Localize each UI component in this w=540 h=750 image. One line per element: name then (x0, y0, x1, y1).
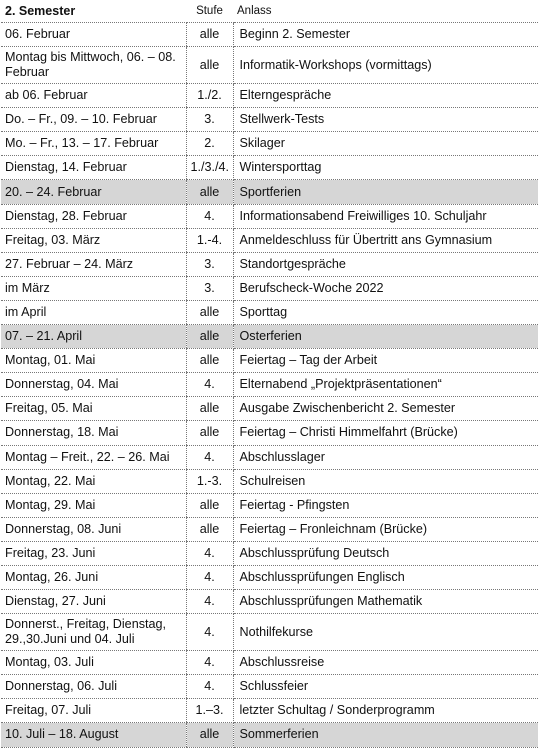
stufe-cell: 3. (186, 252, 233, 276)
table-row (1, 445, 538, 469)
stufe-cell: 4. (186, 651, 233, 675)
anlass-cell: Feiertag – Fronleichnam (Brücke) (233, 517, 538, 541)
table-row (1, 517, 538, 541)
stufe-cell: 3. (186, 108, 233, 132)
date-cell: Mo. – Fr., 13. – 17. Februar (1, 132, 186, 156)
header-row (1, 0, 538, 23)
table-row (1, 651, 538, 675)
table-row (1, 565, 538, 589)
anlass-cell: Informationsabend Freiwilliges 10. Schuljahr (233, 204, 538, 228)
stufe-cell: alle (186, 421, 233, 445)
table-row (1, 541, 538, 565)
anlass-cell: Stellwerk-Tests (233, 108, 538, 132)
anlass-cell: Informatik-Workshops (vormittags) (233, 47, 538, 84)
date-cell: Freitag, 03. März (1, 228, 186, 252)
date-cell: 10. Juli – 18. August (1, 723, 186, 747)
table-row-holiday (1, 723, 538, 747)
table-row-holiday (1, 325, 538, 349)
date-cell: Montag bis Mittwoch, 06. – 08. Februar (1, 47, 186, 84)
date-cell: 06. Februar (1, 23, 186, 47)
date-cell: Montag, 29. Mai (1, 493, 186, 517)
date-cell: Donnerstag, 18. Mai (1, 421, 186, 445)
stufe-cell: 4. (186, 445, 233, 469)
anlass-cell: Elterngespräche (233, 84, 538, 108)
stufe-cell: 4. (186, 565, 233, 589)
anlass-cell: Skilager (233, 132, 538, 156)
date-cell: Donnerstag, 04. Mai (1, 373, 186, 397)
table-row (1, 228, 538, 252)
stufe-cell: alle (186, 180, 233, 204)
date-cell: Montag, 22. Mai (1, 469, 186, 493)
anlass-cell: Schlussfeier (233, 675, 538, 699)
date-cell: 07. – 21. April (1, 325, 186, 349)
anlass-cell: Feiertag - Pfingsten (233, 493, 538, 517)
semester-heading: 2. Semester (1, 0, 186, 23)
table-row (1, 373, 538, 397)
table-row (1, 397, 538, 421)
table-row (1, 469, 538, 493)
date-cell: Donnerstag, 08. Juni (1, 517, 186, 541)
stufe-cell: alle (186, 300, 233, 324)
table-row (1, 614, 538, 651)
table-row (1, 349, 538, 373)
date-cell: Montag, 26. Juni (1, 565, 186, 589)
date-cell: Freitag, 07. Juli (1, 699, 186, 723)
stufe-cell: 4. (186, 373, 233, 397)
date-cell: Montag, 01. Mai (1, 349, 186, 373)
anlass-cell: Schulreisen (233, 469, 538, 493)
date-cell: ab 06. Februar (1, 84, 186, 108)
date-cell: 27. Februar – 24. März (1, 252, 186, 276)
date-cell: Donnerstag, 06. Juli (1, 675, 186, 699)
stufe-heading: Stufe (186, 0, 233, 23)
date-cell: im März (1, 276, 186, 300)
stufe-cell: alle (186, 723, 233, 747)
table-row (1, 493, 538, 517)
date-cell: Dienstag, 27. Juni (1, 590, 186, 614)
stufe-cell: 4. (186, 590, 233, 614)
anlass-cell: Abschlussreise (233, 651, 538, 675)
date-cell: Freitag, 05. Mai (1, 397, 186, 421)
table-row-holiday (1, 180, 538, 204)
stufe-cell: 4. (186, 541, 233, 565)
date-cell: Dienstag, 14. Februar (1, 156, 186, 180)
anlass-cell: Sportferien (233, 180, 538, 204)
table-row (1, 675, 538, 699)
table-row (1, 156, 538, 180)
anlass-cell: Feiertag – Christi Himmelfahrt (Brücke) (233, 421, 538, 445)
anlass-cell: Standortgespräche (233, 252, 538, 276)
anlass-cell: Abschlussprüfungen Mathematik (233, 590, 538, 614)
stufe-cell: alle (186, 23, 233, 47)
table-row (1, 699, 538, 723)
anlass-cell: Beginn 2. Semester (233, 23, 538, 47)
stufe-cell: 1.-3. (186, 469, 233, 493)
date-cell: Dienstag, 28. Februar (1, 204, 186, 228)
anlass-cell: Wintersporttag (233, 156, 538, 180)
date-cell: Do. – Fr., 09. – 10. Februar (1, 108, 186, 132)
stufe-cell: 1./3./4. (186, 156, 233, 180)
semester-schedule-table (1, 0, 538, 748)
date-cell: 20. – 24. Februar (1, 180, 186, 204)
stufe-cell: alle (186, 397, 233, 421)
stufe-cell: 3. (186, 276, 233, 300)
table-row (1, 276, 538, 300)
anlass-cell: Anmeldeschluss für Übertritt ans Gymnasium (233, 228, 538, 252)
table-row (1, 23, 538, 47)
stufe-cell: alle (186, 47, 233, 84)
table-row (1, 84, 538, 108)
stufe-cell: alle (186, 493, 233, 517)
anlass-cell: Abschlusslager (233, 445, 538, 469)
anlass-cell: Elternabend „Projektpräsentationen“ (233, 373, 538, 397)
anlass-cell: letzter Schultag / Sonderprogramm (233, 699, 538, 723)
stufe-cell: 1./2. (186, 84, 233, 108)
table-row (1, 252, 538, 276)
stufe-cell: 1.–3. (186, 699, 233, 723)
stufe-cell: 2. (186, 132, 233, 156)
anlass-cell: Nothilfekurse (233, 614, 538, 651)
date-cell: Montag – Freit., 22. – 26. Mai (1, 445, 186, 469)
anlass-cell: Abschlussprüfungen Englisch (233, 565, 538, 589)
anlass-heading: Anlass (233, 0, 538, 23)
table-row (1, 300, 538, 324)
stufe-cell: alle (186, 349, 233, 373)
anlass-cell: Berufscheck-Woche 2022 (233, 276, 538, 300)
date-cell: im April (1, 300, 186, 324)
date-cell: Donnerst., Freitag, Dienstag, 29.,30.Juni und 04. Juli (1, 614, 186, 651)
anlass-cell: Feiertag – Tag der Arbeit (233, 349, 538, 373)
table-row (1, 47, 538, 84)
anlass-cell: Ausgabe Zwischenbericht 2. Semester (233, 397, 538, 421)
stufe-cell: alle (186, 325, 233, 349)
table-row (1, 421, 538, 445)
stufe-cell: 4. (186, 614, 233, 651)
table-row (1, 108, 538, 132)
anlass-cell: Sommerferien (233, 723, 538, 747)
anlass-cell: Sporttag (233, 300, 538, 324)
anlass-cell: Abschlussprüfung Deutsch (233, 541, 538, 565)
table-row (1, 132, 538, 156)
stufe-cell: 1.-4. (186, 228, 233, 252)
stufe-cell: 4. (186, 675, 233, 699)
date-cell: Montag, 03. Juli (1, 651, 186, 675)
date-cell: Freitag, 23. Juni (1, 541, 186, 565)
table-row (1, 590, 538, 614)
stufe-cell: 4. (186, 204, 233, 228)
table-row (1, 204, 538, 228)
stufe-cell: alle (186, 517, 233, 541)
anlass-cell: Osterferien (233, 325, 538, 349)
